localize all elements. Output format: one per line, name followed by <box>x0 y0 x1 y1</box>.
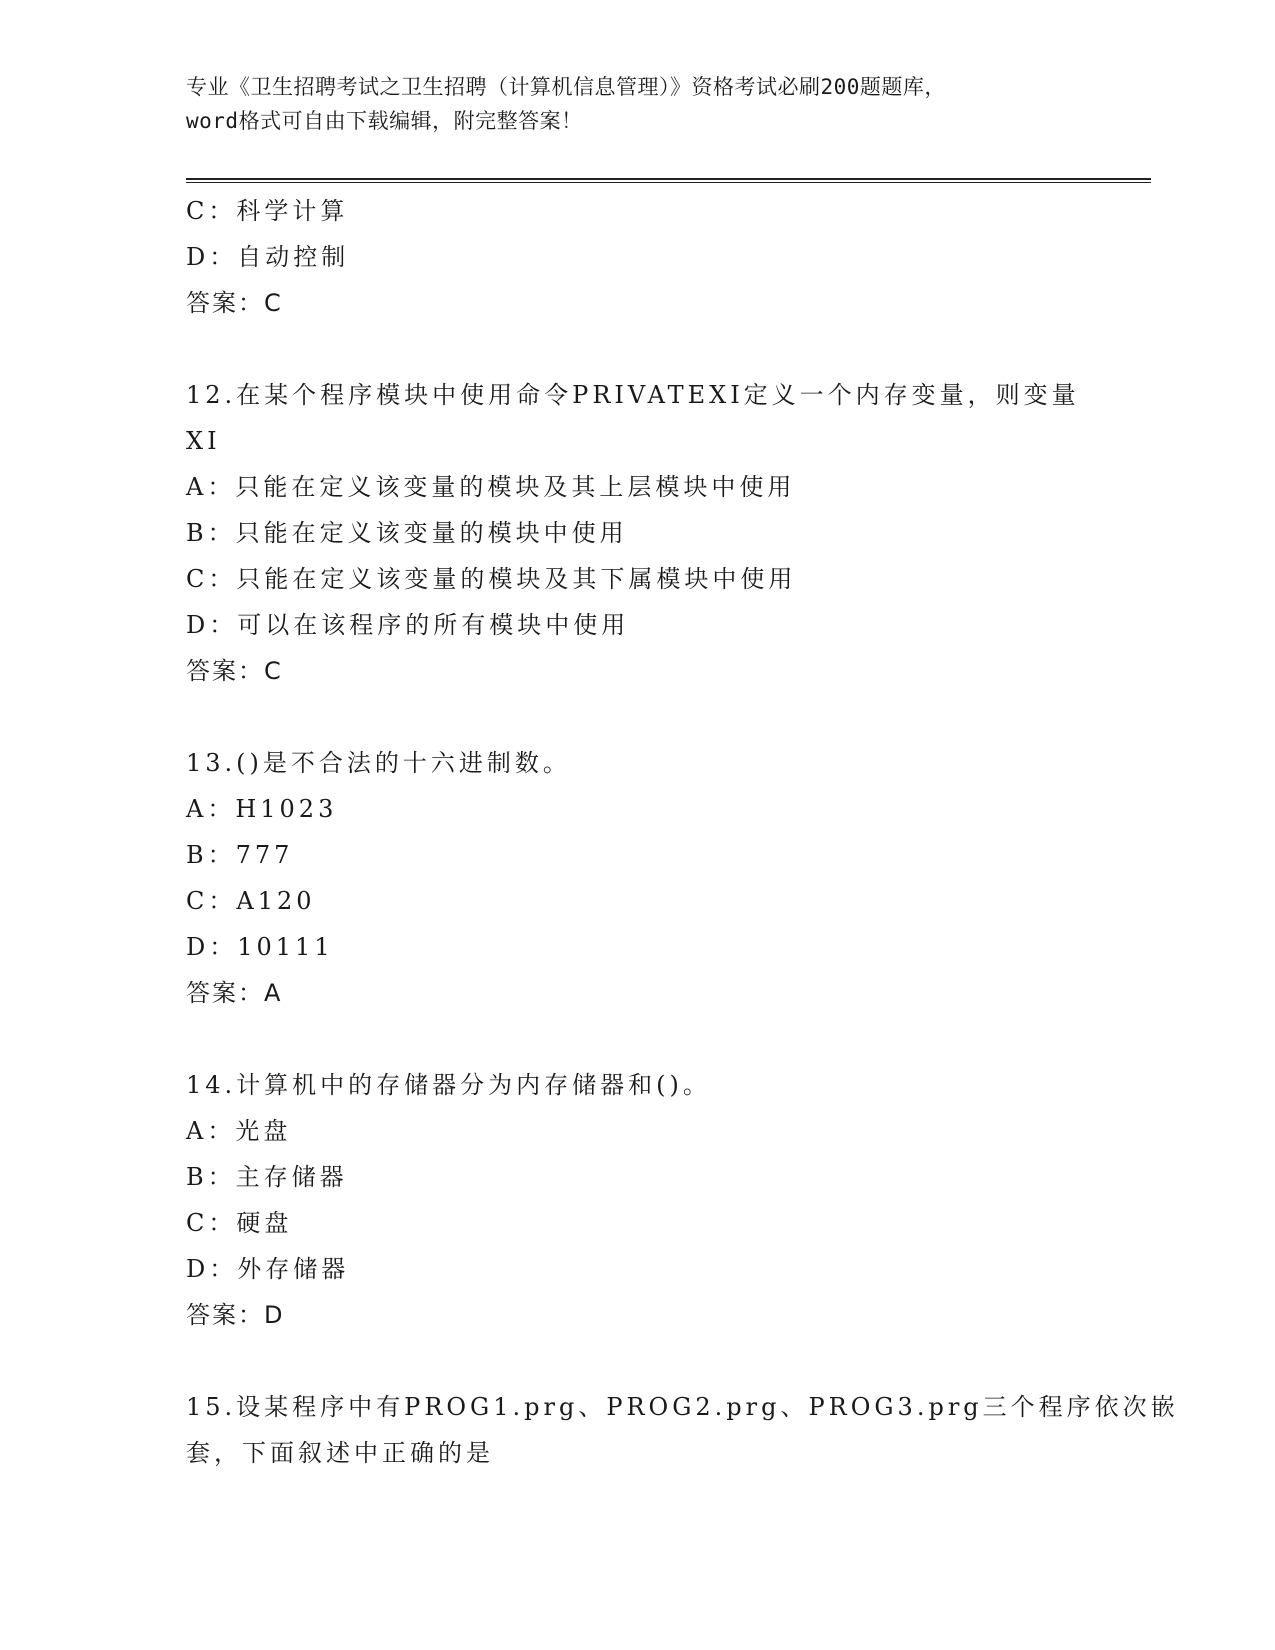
spacer <box>186 1338 1086 1384</box>
option-d: D：外存储器 <box>186 1255 350 1283</box>
answer-line: 答案：C <box>186 289 283 317</box>
header-title-line-1: 专业《卫生招聘考试之卫生招聘（计算机信息管理）》资格考试必刷200题题库， <box>186 75 946 99</box>
question-stem-continued: XI <box>186 427 221 455</box>
option-d: D：可以在该程序的所有模块中使用 <box>186 611 630 639</box>
answer-line: 答案：C <box>186 657 283 685</box>
question-list <box>186 188 1179 1476</box>
answer-line: 答案：A <box>186 979 283 1007</box>
option-d: D：自动控制 <box>186 243 350 271</box>
option-b: B：只能在定义该变量的模块中使用 <box>186 519 628 547</box>
question-stem-continued: 套，下面叙述中正确的是 <box>186 1439 494 1467</box>
option-b: B：777 <box>186 841 294 869</box>
question-12 <box>186 372 1086 694</box>
option-c: C：只能在定义该变量的模块及其下属模块中使用 <box>186 565 797 593</box>
question-stem: 14.计算机中的存储器分为内存储器和()。 <box>186 1071 711 1099</box>
question-stem: 15.设某程序中有PROG1.prg、PROG2.prg、PROG3.prg三个程序依次嵌 <box>186 1393 1179 1421</box>
spacer <box>186 326 1086 372</box>
header-divider <box>186 178 1151 183</box>
option-d: D：10111 <box>186 933 334 961</box>
option-a: A：光盘 <box>186 1117 292 1145</box>
header-title-line-2: word格式可自由下载编辑，附完整答案！ <box>186 109 583 133</box>
spacer <box>186 1016 1086 1062</box>
question-13 <box>186 740 1086 1016</box>
answer-line: 答案：D <box>186 1301 285 1329</box>
option-a: A：H1023 <box>186 795 338 823</box>
option-c: C：科学计算 <box>186 197 349 225</box>
page-header <box>186 70 1086 138</box>
question-continuation <box>186 188 1086 326</box>
option-c: C：硬盘 <box>186 1209 293 1237</box>
question-stem: 12.在某个程序模块中使用命令PRIVATEXI定义一个内存变量，则变量 <box>186 381 1080 409</box>
option-b: B：主存储器 <box>186 1163 348 1191</box>
question-14 <box>186 1062 1086 1338</box>
spacer <box>186 694 1086 740</box>
option-a: A：只能在定义该变量的模块及其上层模块中使用 <box>186 473 796 501</box>
question-stem: 13.()是不合法的十六进制数。 <box>186 749 571 777</box>
question-15 <box>186 1384 1179 1476</box>
option-c: C：A120 <box>186 887 316 915</box>
